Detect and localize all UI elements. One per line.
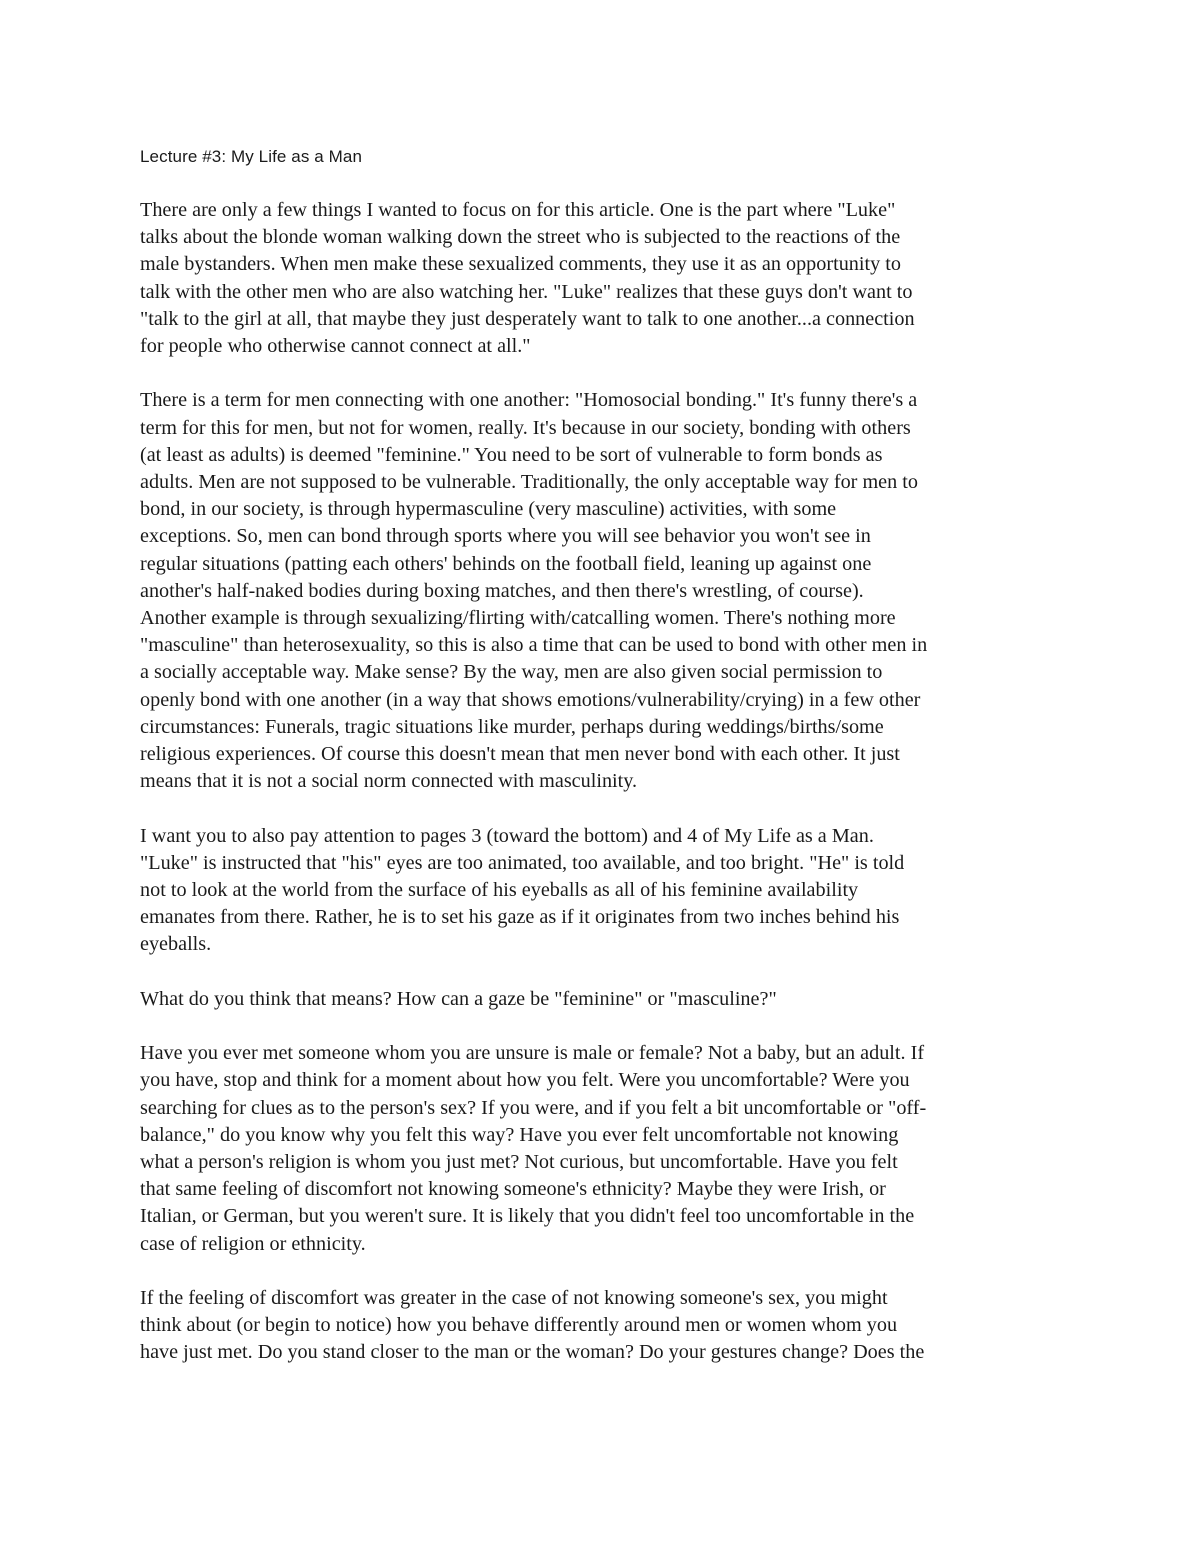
text-line: that same feeling of discomfort not knowing someone's ethnicity? Maybe they were Irish, or (140, 1178, 886, 1201)
text-line: exceptions. So, men can bond through sports where you will see behavior you won't see in (140, 525, 871, 548)
text-line: religious experiences. Of course this doesn't mean that men never bond with each other. It just (140, 743, 900, 766)
text-line: searching for clues as to the person's sex? If you were, and if you felt a bit uncomfortable or "off- (140, 1096, 927, 1119)
paragraph (140, 823, 1070, 959)
text-line: you have, stop and think for a moment about how you felt. Were you uncomfortable? Were you (140, 1069, 910, 1092)
text-line: think about (or begin to notice) how you behave differently around men or women whom you (140, 1314, 898, 1337)
paragraph-list (140, 197, 1070, 1367)
text-line: talk with the other men who are also watching her. "Luke" realizes that these guys don't want to (140, 280, 913, 303)
text-line: If the feeling of discomfort was greater in the case of not knowing someone's sex, you might (140, 1287, 888, 1310)
text-line: a socially acceptable way. Make sense? By the way, men are also given social permission to (140, 661, 883, 684)
text-line: "masculine" than heterosexuality, so this is also a time that can be used to bond with other men in (140, 634, 928, 657)
text-line: bond, in our society, is through hypermasculine (very masculine) activities, with some (140, 498, 837, 521)
text-line: (at least as adults) is deemed "feminine." You need to be sort of vulnerable to form bonds as (140, 443, 883, 466)
text-line: balance," do you know why you felt this way? Have you ever felt uncomfortable not knowing (140, 1123, 899, 1146)
text-line: Have you ever met someone whom you are unsure is male or female? Not a baby, but an adult. If (140, 1042, 925, 1065)
text-line: means that it is not a social norm connected with masculinity. (140, 770, 638, 793)
text-line: What do you think that means? How can a gaze be "feminine" or "masculine?" (140, 987, 777, 1010)
text-line: "talk to the girl at all, that maybe they just desperately want to talk to one another...a connection (140, 307, 915, 330)
text-line: adults. Men are not supposed to be vulnerable. Traditionally, the only acceptable way for men to (140, 471, 918, 494)
text-line: regular situations (patting each others' behinds on the football field, leaning up against one (140, 552, 872, 575)
text-line: for people who otherwise cannot connect at all." (140, 335, 531, 358)
text-line: what a person's religion is whom you just met? Not curious, but uncomfortable. Have you felt (140, 1151, 898, 1174)
text-line: Another example is through sexualizing/flirting with/catcalling women. There's nothing more (140, 607, 896, 630)
paragraph (140, 1285, 1070, 1367)
text-line: eyeballs. (140, 933, 212, 956)
text-line: There are only a few things I wanted to focus on for this article. One is the part where "Luke" (140, 199, 896, 221)
text-line: circumstances: Funerals, tragic situations like murder, perhaps during weddings/births/some (140, 715, 884, 738)
paragraph (140, 387, 1070, 795)
text-line: another's half-naked bodies during boxing matches, and then there's wrestling, of course). (140, 579, 864, 602)
text-line: have just met. Do you stand closer to the man or the woman? Do your gestures change? Does the (140, 1341, 925, 1364)
text-line: Italian, or German, but you weren't sure. It is likely that you didn't feel too uncomfortable in the (140, 1205, 915, 1228)
paragraph (140, 1040, 1070, 1258)
document-body (140, 143, 1070, 1394)
text-line: talks about the blonde woman walking down the street who is subjected to the reactions of the (140, 226, 901, 249)
text-line: "Luke" is instructed that "his" eyes are too animated, too available, and too bright. "He" is told (140, 851, 905, 874)
text-line: I want you to also pay attention to pages 3 (toward the bottom) and 4 of My Life as a Man. (140, 824, 874, 847)
text-line: male bystanders. When men make these sexualized comments, they use it as an opportunity to (140, 253, 901, 276)
text-line: term for this for men, but not for women, really. It's because in our society, bonding with others (140, 416, 911, 439)
text-line: case of religion or ethnicity. (140, 1232, 366, 1255)
paragraph (140, 986, 1070, 1013)
text-line: emanates from there. Rather, he is to set his gaze as if it originates from two inches behind his (140, 906, 900, 929)
lecture-title: Lecture #3: My Life as a Man (140, 147, 363, 166)
text-line: not to look at the world from the surface of his eyeballs as all of his feminine availability (140, 879, 859, 902)
text-line: There is a term for men connecting with one another: "Homosocial bonding." It's funny there's a (140, 389, 918, 412)
text-line: openly bond with one another (in a way that shows emotions/vulnerability/crying) in a few other (140, 688, 921, 711)
paragraph (140, 197, 1070, 360)
